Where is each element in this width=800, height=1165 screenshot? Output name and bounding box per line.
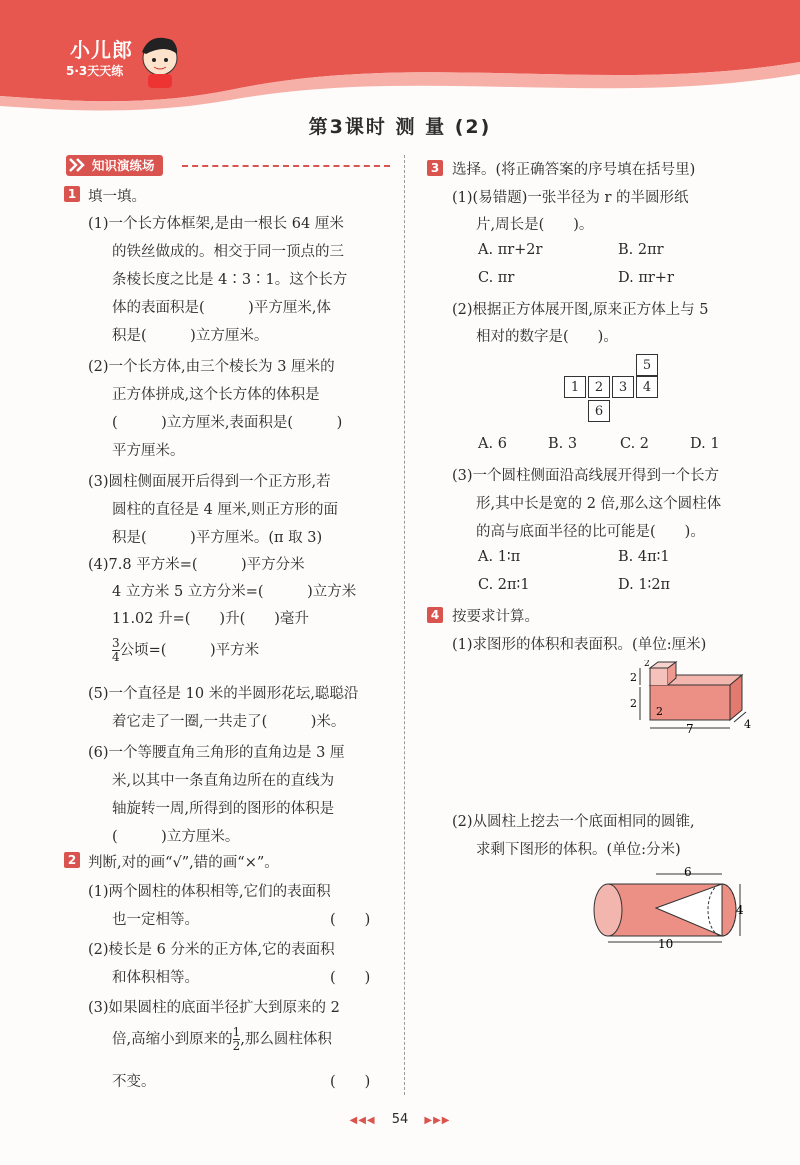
option: D. 1 [690, 436, 720, 452]
option: A. 6 [478, 436, 507, 452]
dim-label: 6 [684, 865, 692, 879]
question-title: 按要求计算。 [452, 609, 539, 625]
option: A. 1∶π [478, 549, 521, 565]
text-line: (1)求图形的体积和表面积。(单位:厘米) [452, 637, 707, 653]
double-arrow-icon [68, 157, 86, 173]
text-line: 片,周长是( )。 [476, 217, 594, 233]
option: D. 1∶2π [618, 577, 671, 593]
dim-label: 2 [630, 697, 637, 710]
page-number: 54 [391, 1112, 409, 1127]
dim-label: 10 [658, 937, 674, 951]
dim-label: 2 [656, 705, 663, 718]
text-line: 积是( )立方厘米。 [112, 328, 269, 344]
question-number: 4 [427, 607, 443, 623]
dim-label: 7 [686, 722, 694, 736]
option: B. 2πr [618, 242, 664, 258]
column-divider [404, 155, 405, 1095]
dim-label: 2 [644, 660, 650, 669]
text-line: ( )立方厘米,表面积是( ) [112, 415, 343, 431]
brand-logo: 小儿郎 [70, 38, 133, 62]
question-title: 判断,对的画“√”,错的画“×”。 [88, 855, 279, 871]
text-line: 4 立方米 5 立方分米=( )立方米 [112, 584, 357, 600]
question-title: 选择。(将正确答案的序号填在括号里) [452, 162, 696, 178]
brand-subtitle: 5·3天天练 [66, 64, 124, 78]
left-arrows-icon: ◀◀◀ [349, 1115, 376, 1126]
option: D. πr+r [618, 270, 674, 286]
text-line: 平方厘米。 [112, 443, 185, 459]
text-line: 和体积相等。 [112, 970, 199, 986]
question-title: 填一填。 [88, 189, 146, 205]
dim-label: 2 [630, 671, 637, 684]
option: C. πr [478, 270, 515, 286]
option: B. 3 [548, 436, 578, 452]
net-cell: 6 [588, 400, 610, 422]
text-line: (2)从圆柱上挖去一个底面相同的圆锥, [452, 814, 695, 830]
page-title: 第3课时 测 量 (2) [308, 116, 492, 138]
text-line: 积是( )平方厘米。(π 取 3) [112, 530, 323, 546]
net-cell: 4 [636, 376, 658, 398]
option: C. 2 [620, 436, 650, 452]
answer-paren: ( ) [330, 970, 371, 986]
text-line: 体的表面积是( )平方厘米,体 [112, 300, 331, 316]
text-line: 米,以其中一条直角边所在的直线为 [112, 773, 335, 789]
text-line: 着它走了一圈,一共走了( )米。 [112, 714, 346, 730]
option: C. 2π∶1 [478, 577, 530, 593]
text-line: (1)(易错题)一张半径为 r 的半圆形纸 [452, 190, 689, 206]
fraction-line: 倍,高缩小到原来的 $\frac{1}{2}$ ,那么圆柱体积 [112, 1025, 332, 1053]
text-line: (4)7.8 平方米=( )平方分米 [88, 557, 305, 573]
text-line: 11.02 升=( )升( )毫升 [112, 611, 309, 627]
right-arrows-icon: ▶▶▶ [424, 1115, 451, 1126]
text-line: (2)棱长是 6 分米的正方体,它的表面积 [88, 942, 335, 958]
text-line: 也一定相等。 [112, 912, 199, 928]
text-line: 的铁丝做成的。相交于同一顶点的三 [112, 244, 344, 260]
dim-label: 4 [744, 718, 751, 731]
text-line: (3)一个圆柱侧面沿高线展开得到一个长方 [452, 468, 720, 484]
question-number: 3 [427, 160, 443, 176]
text-line: (6)一个等腰直角三角形的直角边是 3 厘 [88, 745, 345, 761]
text-line: 的高与底面半径的比可能是( )。 [476, 524, 705, 540]
section-title: 知识演练场 [92, 158, 155, 173]
fraction: $\frac{1}{2}$ [232, 1025, 241, 1053]
text-line: 条棱长度之比是 4∶3∶1。这个长方 [112, 272, 348, 288]
text-line: 求剩下图形的体积。(单位:分米) [476, 842, 681, 858]
text-line: 轴旋转一周,所得到的图形的体积是 [112, 801, 335, 817]
fraction: $\frac{3}{4}$ [112, 636, 120, 664]
dim-label: 4 [736, 903, 744, 917]
text-line: 不变。 [112, 1074, 156, 1090]
text-line: (2)一个长方体,由三个棱长为 3 厘米的 [88, 359, 335, 375]
net-cell: 3 [612, 376, 634, 398]
answer-paren: ( ) [330, 912, 371, 928]
net-cell: 1 [564, 376, 586, 398]
section-divider [182, 165, 390, 167]
question-number: 1 [64, 186, 80, 202]
net-cell: 5 [636, 354, 658, 376]
net-cell: 2 [588, 376, 610, 398]
text-line: 圆柱的直径是 4 厘米,则正方形的面 [112, 502, 339, 518]
fraction-line: $\frac{3}{4}$ 公顷=( )平方米 [112, 636, 260, 664]
option: A. πr+2r [478, 242, 543, 258]
option: B. 4π∶1 [618, 549, 670, 565]
cylinder-cone-figure [590, 864, 760, 954]
text-line: (2)根据正方体展开图,原来正方体上与 5 [452, 302, 709, 318]
text-line: (3)圆柱侧面展开后得到一个正方形,若 [88, 474, 331, 490]
text-line: ( )立方厘米。 [112, 829, 240, 845]
text-line: 相对的数字是( )。 [476, 329, 618, 345]
page-footer [0, 1112, 800, 1127]
text-line: (3)如果圆柱的底面半径扩大到原来的 2 [88, 1000, 340, 1016]
text-line: (1)两个圆柱的体积相等,它们的表面积 [88, 884, 331, 900]
text-line: 正方体拼成,这个长方体的体积是 [112, 387, 320, 403]
composite-prism-figure [610, 660, 760, 740]
answer-paren: ( ) [330, 1074, 371, 1090]
text-line: 形,其中长是宽的 2 倍,那么这个圆柱体 [476, 496, 722, 512]
text-line: (5)一个直径是 10 米的半圆形花坛,聪聪沿 [88, 686, 359, 702]
text-line: (1)一个长方体框架,是由一根长 64 厘米 [88, 216, 344, 232]
question-number: 2 [64, 852, 80, 868]
